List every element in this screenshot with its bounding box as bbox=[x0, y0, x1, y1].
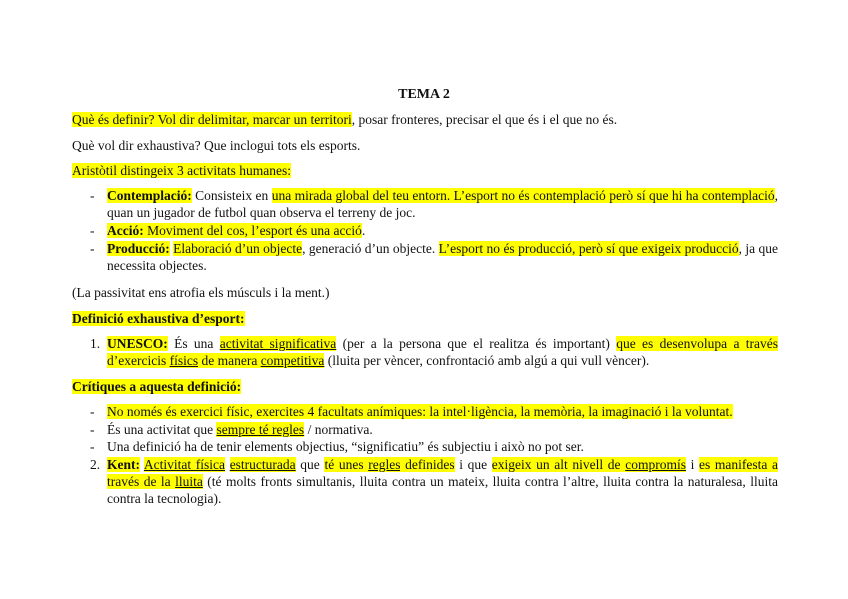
definition-unesco: UNESCO: És una activitat significativa (per a la persona que el realitza és important) que es desenvolupa a través d’exercicis físics de manera competitiva (lluita per vèncer, confrontació amb algú a qui vull vèncer). bbox=[107, 336, 778, 368]
paragraph-aristotil: Aristòtil distingeix 3 activitats humanes: bbox=[72, 163, 291, 178]
critique-item-3: Una definició ha de tenir elements objectius, “significatiu” és subjectiu i això no pot ser. bbox=[107, 439, 584, 454]
heading-definicio: Definició exhaustiva d’esport: bbox=[72, 311, 245, 326]
list-number: 1. bbox=[90, 336, 101, 351]
heading-critiques: Crítiques a aquesta definició: bbox=[72, 379, 242, 394]
list-item-accio: Acció: Moviment del cos, l’esport és una acció. bbox=[107, 223, 366, 238]
bullet-dash: - bbox=[90, 439, 95, 454]
critique-item-2: És una activitat que sempre té regles / normativa. bbox=[107, 422, 373, 437]
highlight: Què és definir? Vol dir delimitar, marcar un territori bbox=[72, 112, 352, 127]
bullet-dash: - bbox=[90, 422, 95, 437]
list-number: 2. bbox=[90, 457, 101, 472]
definition-kent: Kent: Activitat física estructurada que té unes regles definides i que exigeix un alt nivell de compromís i es manifesta a través de la lluita (té molts fronts simultanis, lluita contra un mateix, lluita contra l’altre, lluita contra la naturalesa, lluita contra la tecnologia). bbox=[107, 457, 778, 506]
paragraph-passivitat: (La passivitat ens atrofia els músculs i la ment.) bbox=[72, 285, 330, 300]
bullet-dash: - bbox=[90, 241, 95, 256]
page-title: TEMA 2 bbox=[398, 87, 450, 102]
paragraph-exhaustiva: Què vol dir exhaustiva? Que inclogui tots els esports. bbox=[72, 138, 361, 153]
paragraph-definir: Què és definir? Vol dir delimitar, marcar un territori, posar fronteres, precisar el que és i el que no és. bbox=[72, 112, 618, 127]
list-item-contemplacio: Contemplació: Consisteix en una mirada global del teu entorn. L’esport no és contemplació però sí que hi ha contemplació, quan un jugador de futbol quan observa el terreny de joc. bbox=[107, 188, 779, 220]
list-item-produccio: Producció: Elaboració d’un objecte, generació d’un objecte. L’esport no és producció, però sí que exigeix producció, ja que necessita objectes. bbox=[107, 241, 779, 273]
bullet-dash: - bbox=[90, 188, 95, 203]
bullet-dash: - bbox=[90, 404, 95, 419]
critique-item-1: No només és exercici físic, exercites 4 facultats anímiques: la intel·ligència, la memòria, la imaginació i la voluntat. bbox=[107, 404, 733, 419]
bullet-dash: - bbox=[90, 223, 95, 238]
